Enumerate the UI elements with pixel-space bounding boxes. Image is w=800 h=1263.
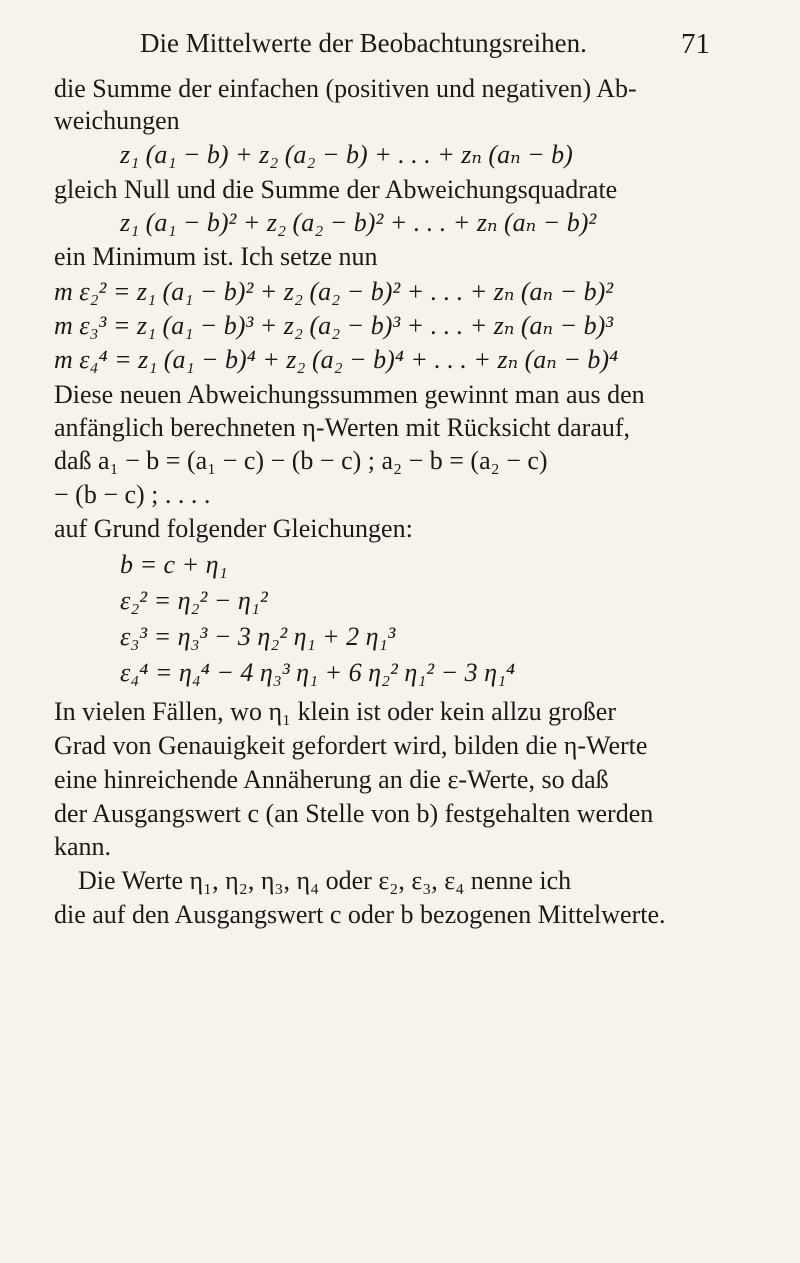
equation: z₁ (a₁ − b)² + z₂ (a₂ − b)² + . . . + zₙ (aₙ − b)² [120, 208, 597, 237]
text-line: − (b − c) ; . . . . [54, 480, 211, 509]
text-line: auf Grund folgender Gleichungen: [54, 514, 413, 543]
text-line: Grad von Genauigkeit gefordert wird, bilden die η-Werte [54, 731, 648, 760]
equation: ε₄⁴ = η₄⁴ − 4 η₃³ η₁ + 6 η₂² η₁² − 3 η₁⁴ [120, 658, 516, 687]
text-line: ein Minimum ist. Ich setze nun [54, 242, 378, 271]
page-number: 71 [681, 28, 710, 60]
text-line: eine hinreichende Annäherung an die ε-Werte, so daß [54, 765, 609, 794]
text-line: die Summe der einfachen (positiven und negativen) Ab- [54, 74, 637, 103]
text-line: weichungen [54, 106, 180, 135]
equation: z₁ (a₁ − b) + z₂ (a₂ − b) + . . . + zₙ (aₙ − b) [120, 140, 573, 169]
text-line: der Ausgangswert c (an Stelle von b) festgehalten werden [54, 799, 654, 828]
text-line: anfänglich berechneten η-Werten mit Rücksicht darauf, [54, 413, 631, 442]
equation: m ε₂² = z₁ (a₁ − b)² + z₂ (a₂ − b)² + . . . + zₙ (aₙ − b)² [54, 277, 614, 306]
text-line: Die Werte η₁, η₂, η₃, η₄ oder ε₂, ε₃, ε₄ nenne ich [78, 866, 572, 895]
text-line: daß a₁ − b = (a₁ − c) − (b − c) ; a₂ − b = (a₂ − c) [54, 446, 548, 475]
text-line: gleich Null und die Summe der Abweichungsquadrate [54, 175, 618, 204]
text-line: die auf den Ausgangswert c oder b bezogenen Mittelwerte. [54, 900, 666, 929]
equation: m ε₃³ = z₁ (a₁ − b)³ + z₂ (a₂ − b)³ + . . . + zₙ (aₙ − b)³ [54, 311, 614, 340]
equation: b = c + η₁ [120, 550, 228, 579]
text-line: kann. [54, 832, 112, 861]
equation: m ε₄⁴ = z₁ (a₁ − b)⁴ + z₂ (a₂ − b)⁴ + . . . + zₙ (aₙ − b)⁴ [54, 345, 619, 374]
text-line: In vielen Fällen, wo η₁ klein ist oder kein allzu großer [54, 697, 617, 726]
equation: ε₂² = η₂² − η₁² [120, 586, 268, 615]
running-title: Die Mittelwerte der Beobachtungsreihen. [140, 28, 587, 58]
text-line: Diese neuen Abweichungssummen gewinnt man aus den [54, 380, 645, 409]
page-header [140, 28, 710, 61]
equation: ε₃³ = η₃³ − 3 η₂² η₁ + 2 η₁³ [120, 622, 396, 651]
